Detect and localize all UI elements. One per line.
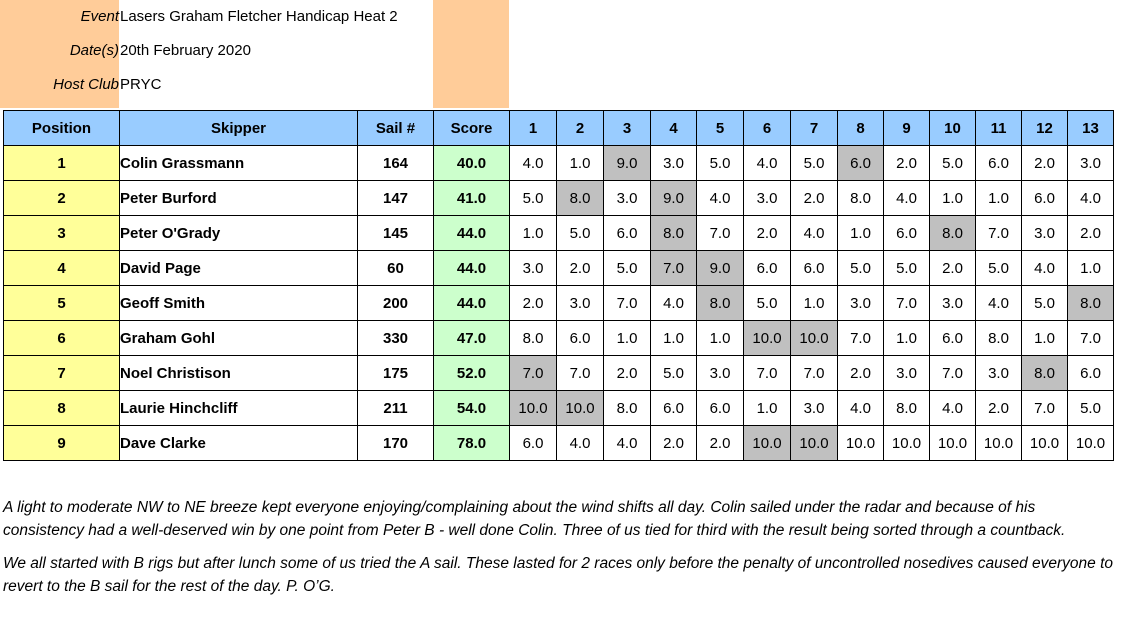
race-score-cell: 8.0 bbox=[884, 391, 930, 426]
table-header-row bbox=[4, 111, 1114, 146]
host-club-row bbox=[0, 68, 509, 102]
skipper-cell: Peter O'Grady bbox=[120, 216, 358, 251]
sail-number-cell: 175 bbox=[358, 356, 434, 391]
race-score-cell: 5.0 bbox=[1022, 286, 1068, 321]
race-score-cell: 6.0 bbox=[884, 216, 930, 251]
race-score-cell: 5.0 bbox=[791, 146, 838, 181]
race-score-cell: 5.0 bbox=[651, 356, 697, 391]
race-score-cell-dropped: 7.0 bbox=[651, 251, 697, 286]
race-score-cell-dropped: 8.0 bbox=[930, 216, 976, 251]
race-score-cell: 3.0 bbox=[557, 286, 604, 321]
race-score-cell-dropped: 10.0 bbox=[791, 426, 838, 461]
race-score-cell: 6.0 bbox=[651, 391, 697, 426]
race-score-cell: 7.0 bbox=[1068, 321, 1114, 356]
race-score-cell-dropped: 8.0 bbox=[557, 181, 604, 216]
race-score-cell: 1.0 bbox=[604, 321, 651, 356]
race-score-cell: 10.0 bbox=[976, 426, 1022, 461]
race-score-cell: 3.0 bbox=[1022, 216, 1068, 251]
skipper-cell: David Page bbox=[120, 251, 358, 286]
race-score-cell: 5.0 bbox=[744, 286, 791, 321]
header-race: 10 bbox=[930, 111, 976, 146]
race-score-cell: 2.0 bbox=[744, 216, 791, 251]
race-score-cell-dropped: 8.0 bbox=[1068, 286, 1114, 321]
race-score-cell: 4.0 bbox=[604, 426, 651, 461]
race-score-cell: 3.0 bbox=[1068, 146, 1114, 181]
race-score-cell: 6.0 bbox=[604, 216, 651, 251]
table-row bbox=[4, 321, 1114, 356]
race-score-cell-dropped: 10.0 bbox=[744, 321, 791, 356]
race-score-cell: 2.0 bbox=[1022, 146, 1068, 181]
position-cell: 8 bbox=[4, 391, 120, 426]
race-score-cell: 2.0 bbox=[884, 146, 930, 181]
race-score-cell: 3.0 bbox=[651, 146, 697, 181]
header-race: 4 bbox=[651, 111, 697, 146]
race-score-cell: 1.0 bbox=[1022, 321, 1068, 356]
race-score-cell: 5.0 bbox=[1068, 391, 1114, 426]
race-score-cell: 3.0 bbox=[604, 181, 651, 216]
results-body bbox=[4, 146, 1114, 461]
table-row bbox=[4, 251, 1114, 286]
sail-number-cell: 200 bbox=[358, 286, 434, 321]
race-score-cell: 2.0 bbox=[651, 426, 697, 461]
race-score-cell: 4.0 bbox=[838, 391, 884, 426]
table-row bbox=[4, 391, 1114, 426]
skipper-cell: Noel Christison bbox=[120, 356, 358, 391]
race-score-cell-dropped: 9.0 bbox=[697, 251, 744, 286]
race-score-cell: 2.0 bbox=[604, 356, 651, 391]
notes-paragraph: We all started with B rigs but after lunch some of us tried the A sail. These lasted for 2 races only before the penalty of uncontrolled nosedives caused everyone to revert to the B sail for the rest of the day. P. O’G. bbox=[3, 555, 1114, 595]
race-score-cell: 4.0 bbox=[697, 181, 744, 216]
sail-number-cell: 170 bbox=[358, 426, 434, 461]
race-score-cell-dropped: 8.0 bbox=[1022, 356, 1068, 391]
host-club-label: Host Club bbox=[53, 76, 119, 93]
table-row bbox=[4, 426, 1114, 461]
score-cell: 52.0 bbox=[434, 356, 510, 391]
race-score-cell: 5.0 bbox=[697, 146, 744, 181]
notes-paragraph: A light to moderate NW to NE breeze kept everyone enjoying/complaining about the wind shifts all day. Colin sailed under the radar and because of his consistency had a well-deserved win by one point from Peter B - well done Colin. Three of us tied for third with the result being sorted through a countback. bbox=[3, 499, 1066, 539]
sail-number-cell: 60 bbox=[358, 251, 434, 286]
position-cell: 3 bbox=[4, 216, 120, 251]
header-race: 3 bbox=[604, 111, 651, 146]
race-score-cell: 3.0 bbox=[744, 181, 791, 216]
table-row bbox=[4, 146, 1114, 181]
race-score-cell: 3.0 bbox=[884, 356, 930, 391]
race-score-cell: 6.0 bbox=[510, 426, 557, 461]
position-cell: 2 bbox=[4, 181, 120, 216]
race-score-cell: 6.0 bbox=[557, 321, 604, 356]
header-sail-number: Sail # bbox=[358, 111, 434, 146]
table-row bbox=[4, 216, 1114, 251]
sail-number-cell: 330 bbox=[358, 321, 434, 356]
score-cell: 44.0 bbox=[434, 251, 510, 286]
header-race: 12 bbox=[1022, 111, 1068, 146]
header-race: 2 bbox=[557, 111, 604, 146]
race-score-cell: 7.0 bbox=[884, 286, 930, 321]
header-position: Position bbox=[4, 111, 120, 146]
skipper-cell: Dave Clarke bbox=[120, 426, 358, 461]
position-cell: 6 bbox=[4, 321, 120, 356]
race-score-cell: 4.0 bbox=[1068, 181, 1114, 216]
race-score-cell: 2.0 bbox=[976, 391, 1022, 426]
position-cell: 5 bbox=[4, 286, 120, 321]
race-score-cell: 7.0 bbox=[838, 321, 884, 356]
race-score-cell: 6.0 bbox=[1068, 356, 1114, 391]
race-score-cell: 1.0 bbox=[791, 286, 838, 321]
race-score-cell: 6.0 bbox=[1022, 181, 1068, 216]
race-score-cell: 7.0 bbox=[697, 216, 744, 251]
race-score-cell: 5.0 bbox=[976, 251, 1022, 286]
race-score-cell: 6.0 bbox=[791, 251, 838, 286]
table-row bbox=[4, 181, 1114, 216]
table-row bbox=[4, 356, 1114, 391]
position-cell: 4 bbox=[4, 251, 120, 286]
event-value: Lasers Graham Fletcher Handicap Heat 2 bbox=[120, 8, 398, 25]
race-score-cell: 5.0 bbox=[557, 216, 604, 251]
race-score-cell: 10.0 bbox=[930, 426, 976, 461]
race-score-cell: 7.0 bbox=[557, 356, 604, 391]
race-score-cell: 3.0 bbox=[976, 356, 1022, 391]
race-score-cell: 4.0 bbox=[651, 286, 697, 321]
race-score-cell: 5.0 bbox=[604, 251, 651, 286]
sail-number-cell: 164 bbox=[358, 146, 434, 181]
header-race: 1 bbox=[510, 111, 557, 146]
dates-value: 20th February 2020 bbox=[120, 42, 251, 59]
race-score-cell: 2.0 bbox=[930, 251, 976, 286]
table-row bbox=[4, 286, 1114, 321]
race-score-cell: 1.0 bbox=[697, 321, 744, 356]
race-score-cell-dropped: 7.0 bbox=[510, 356, 557, 391]
race-score-cell: 7.0 bbox=[1022, 391, 1068, 426]
header-race: 11 bbox=[976, 111, 1022, 146]
race-score-cell: 7.0 bbox=[930, 356, 976, 391]
skipper-cell: Peter Burford bbox=[120, 181, 358, 216]
host-club-value: PRYC bbox=[120, 76, 162, 93]
skipper-cell: Graham Gohl bbox=[120, 321, 358, 356]
race-score-cell: 4.0 bbox=[884, 181, 930, 216]
race-score-cell-dropped: 10.0 bbox=[510, 391, 557, 426]
score-cell: 47.0 bbox=[434, 321, 510, 356]
event-row bbox=[0, 0, 509, 34]
header-race: 9 bbox=[884, 111, 930, 146]
skipper-cell: Colin Grassmann bbox=[120, 146, 358, 181]
race-score-cell: 4.0 bbox=[744, 146, 791, 181]
race-score-cell-dropped: 6.0 bbox=[838, 146, 884, 181]
race-score-cell-dropped: 8.0 bbox=[651, 216, 697, 251]
race-score-cell-dropped: 9.0 bbox=[604, 146, 651, 181]
race-score-cell: 5.0 bbox=[930, 146, 976, 181]
race-score-cell: 7.0 bbox=[791, 356, 838, 391]
race-score-cell: 4.0 bbox=[557, 426, 604, 461]
race-score-cell: 1.0 bbox=[930, 181, 976, 216]
header-score: Score bbox=[434, 111, 510, 146]
race-score-cell: 1.0 bbox=[651, 321, 697, 356]
race-score-cell: 10.0 bbox=[1068, 426, 1114, 461]
position-cell: 7 bbox=[4, 356, 120, 391]
race-score-cell: 6.0 bbox=[930, 321, 976, 356]
skipper-cell: Geoff Smith bbox=[120, 286, 358, 321]
race-score-cell: 10.0 bbox=[1022, 426, 1068, 461]
sail-number-cell: 145 bbox=[358, 216, 434, 251]
skipper-cell: Laurie Hinchcliff bbox=[120, 391, 358, 426]
header-race: 6 bbox=[744, 111, 791, 146]
race-score-cell: 4.0 bbox=[1022, 251, 1068, 286]
race-score-cell: 3.0 bbox=[697, 356, 744, 391]
race-score-cell: 1.0 bbox=[976, 181, 1022, 216]
sail-number-cell: 147 bbox=[358, 181, 434, 216]
race-score-cell: 7.0 bbox=[604, 286, 651, 321]
race-score-cell-dropped: 10.0 bbox=[791, 321, 838, 356]
race-score-cell: 6.0 bbox=[744, 251, 791, 286]
race-score-cell: 4.0 bbox=[976, 286, 1022, 321]
race-score-cell: 1.0 bbox=[510, 216, 557, 251]
race-score-cell: 4.0 bbox=[930, 391, 976, 426]
race-score-cell: 3.0 bbox=[510, 251, 557, 286]
race-score-cell: 8.0 bbox=[976, 321, 1022, 356]
race-score-cell: 6.0 bbox=[976, 146, 1022, 181]
race-score-cell: 2.0 bbox=[557, 251, 604, 286]
position-cell: 1 bbox=[4, 146, 120, 181]
race-score-cell: 2.0 bbox=[1068, 216, 1114, 251]
position-cell: 9 bbox=[4, 426, 120, 461]
score-cell: 54.0 bbox=[434, 391, 510, 426]
race-score-cell: 1.0 bbox=[838, 216, 884, 251]
race-score-cell: 5.0 bbox=[838, 251, 884, 286]
header-race: 8 bbox=[838, 111, 884, 146]
race-notes bbox=[3, 496, 1115, 608]
race-score-cell: 3.0 bbox=[791, 391, 838, 426]
score-cell: 44.0 bbox=[434, 286, 510, 321]
race-score-cell: 10.0 bbox=[838, 426, 884, 461]
race-score-cell: 2.0 bbox=[791, 181, 838, 216]
score-cell: 40.0 bbox=[434, 146, 510, 181]
race-score-cell: 7.0 bbox=[744, 356, 791, 391]
header-race: 7 bbox=[791, 111, 838, 146]
score-cell: 41.0 bbox=[434, 181, 510, 216]
race-score-cell: 8.0 bbox=[604, 391, 651, 426]
score-cell: 78.0 bbox=[434, 426, 510, 461]
score-cell: 44.0 bbox=[434, 216, 510, 251]
race-score-cell: 2.0 bbox=[697, 426, 744, 461]
race-score-cell-dropped: 8.0 bbox=[697, 286, 744, 321]
race-score-cell: 1.0 bbox=[744, 391, 791, 426]
event-label: Event bbox=[80, 8, 119, 25]
results-table bbox=[3, 110, 1114, 461]
race-score-cell: 8.0 bbox=[838, 181, 884, 216]
race-score-cell-dropped: 10.0 bbox=[557, 391, 604, 426]
race-score-cell: 1.0 bbox=[557, 146, 604, 181]
race-score-cell: 1.0 bbox=[884, 321, 930, 356]
race-score-cell: 5.0 bbox=[510, 181, 557, 216]
race-score-cell: 1.0 bbox=[1068, 251, 1114, 286]
race-score-cell: 2.0 bbox=[838, 356, 884, 391]
race-score-cell: 4.0 bbox=[510, 146, 557, 181]
race-score-cell: 4.0 bbox=[791, 216, 838, 251]
race-score-cell: 5.0 bbox=[884, 251, 930, 286]
header-skipper: Skipper bbox=[120, 111, 358, 146]
race-score-cell: 6.0 bbox=[697, 391, 744, 426]
header-race: 5 bbox=[697, 111, 744, 146]
race-score-cell-dropped: 10.0 bbox=[744, 426, 791, 461]
header-race: 13 bbox=[1068, 111, 1114, 146]
race-score-cell: 7.0 bbox=[976, 216, 1022, 251]
race-score-cell: 10.0 bbox=[884, 426, 930, 461]
race-score-cell: 3.0 bbox=[930, 286, 976, 321]
dates-label: Date(s) bbox=[69, 42, 119, 59]
sail-number-cell: 211 bbox=[358, 391, 434, 426]
race-score-cell: 8.0 bbox=[510, 321, 557, 356]
race-score-cell-dropped: 9.0 bbox=[651, 181, 697, 216]
dates-row bbox=[0, 34, 509, 68]
race-score-cell: 2.0 bbox=[510, 286, 557, 321]
race-score-cell: 3.0 bbox=[838, 286, 884, 321]
